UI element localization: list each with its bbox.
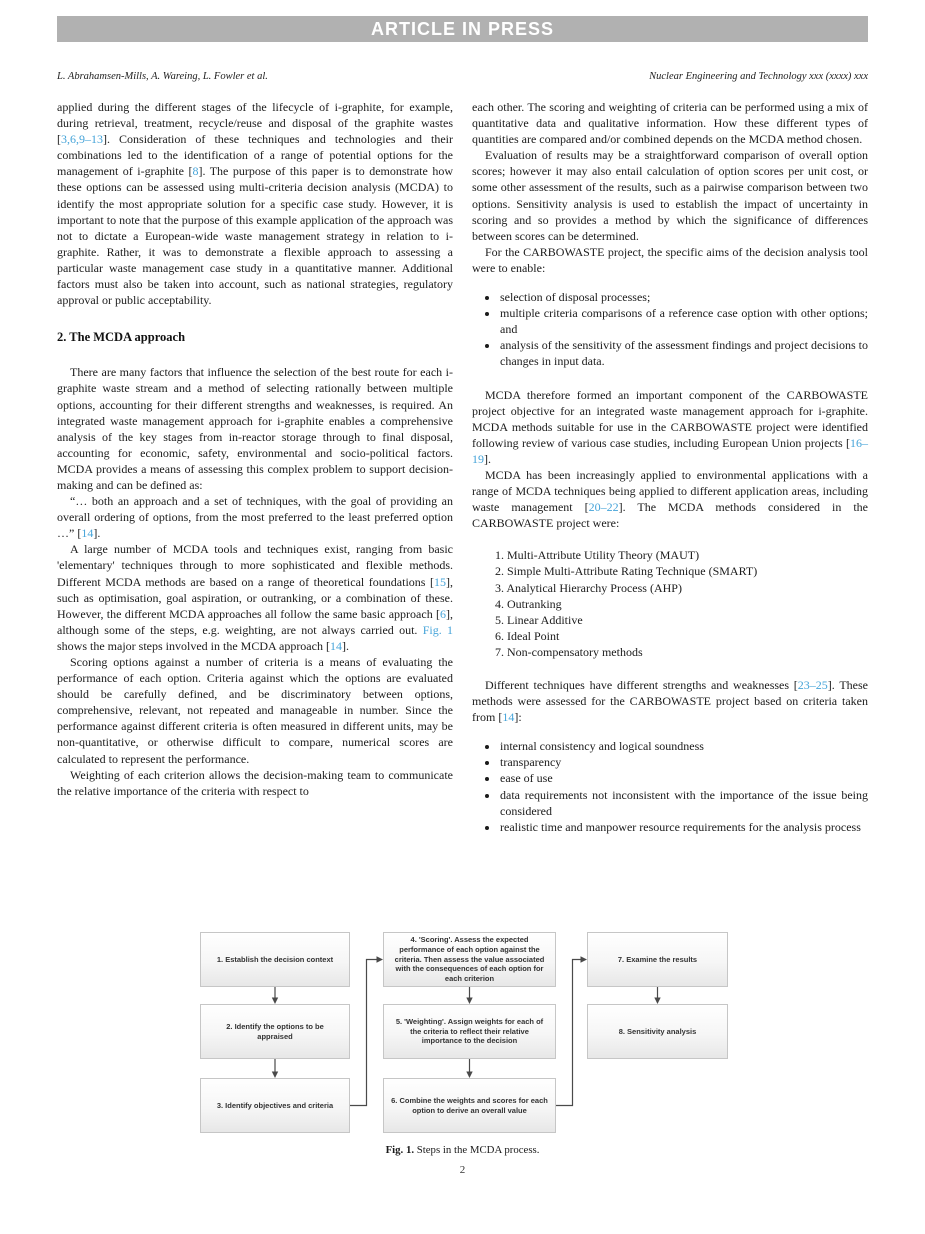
text-run: ]. <box>484 451 491 466</box>
running-header <box>57 71 868 82</box>
list-item: • internal consistency and logical soundness <box>499 738 868 754</box>
list-item: • selection of disposal processes; <box>499 289 868 305</box>
figure-caption-label: Fig. 1. <box>385 1144 415 1156</box>
text-run: ]: <box>514 710 522 725</box>
citation-link[interactable]: 6 <box>440 606 446 621</box>
list-item: • transparency <box>499 754 868 770</box>
citation-link[interactable]: 16–19 <box>472 435 868 466</box>
text-run: ]. The MCDA methods considered in the CARBOWASTE project were: <box>472 500 869 531</box>
list-item: Multi-Attribute Utility Theory (MAUT) <box>507 548 700 563</box>
text-run: ], such as optimisation, goal aspiration, or outranking, or a combination of these. However, the different MCDA approaches all follow the same basic approach [ <box>57 574 453 621</box>
text-run: Different techniques have different strengths and weaknesses [ <box>485 678 798 692</box>
aims-bullet-list <box>472 289 868 369</box>
left-column <box>57 99 453 799</box>
paragraph: For the CARBOWASTE project, the specific aims of the decision analysis tool were to enable: <box>472 244 868 275</box>
citation-link[interactable]: Fig. 1 <box>422 622 453 637</box>
citation-link[interactable]: 23–25 <box>797 678 828 692</box>
list-item: Outranking <box>507 596 562 611</box>
text-run: ]. <box>341 638 349 653</box>
flow-step-8: 8. Sensitivity analysis <box>587 1004 728 1059</box>
list-item: • analysis of the sensitivity of the assessment findings and project decisions to changes in input data. <box>499 337 868 369</box>
figure-caption-text: Steps in the MCDA process. <box>414 1144 540 1156</box>
paragraph: Evaluation of results may be a straightforward comparison of overall option scores; however it may also entail calculation of option scores per unit cost, or some other assessment of the results, such as a pairwise comparison between two options. Sensitivity analysis is used to establish the impact of uncertainty in scoring and so provides a method by which the significance of differences between scores can be determined. <box>472 148 868 243</box>
flow-step-3: 3. Identify objectives and criteria <box>200 1078 350 1133</box>
paragraph: Weighting of each criterion allows the decision-making team to communicate the relative importance of the criteria with respect to <box>57 767 453 798</box>
text-run: MCDA therefore formed an important component of the CARBOWASTE project objective for an integrated waste management approach for i-graphite. MCDA methods suitable for use in the CARBOWASTE project were identified following review of various case studies, including European Union projects [ <box>472 387 868 450</box>
list-item: Non-compensatory methods <box>507 644 643 659</box>
text-run: ]. <box>93 526 101 541</box>
flow-step-6: 6. Combine the weights and scores for each option to derive an overall value <box>383 1078 556 1133</box>
paragraph: There are many factors that influence the selection of the best route for each i-graphite waste stream and a method of selecting rationally between multiple options, accounting for their different strengths and weaknesses, is required. An integrated waste management approach for i-graphite enables a comprehensive analysis of the key stages from in-reactor storage through to final disposal, accounting for economic, safety, environmental and socio-political factors. MCDA provides a means of assessing this complex problem to support decision-making and can be defined as: <box>57 365 453 492</box>
flow-step-2: 2. Identify the options to be appraised <box>200 1004 350 1059</box>
citation-link[interactable]: 14 <box>329 638 342 653</box>
citation-link[interactable]: 14 <box>81 526 94 541</box>
text-run: ]. These methods were assessed for the CARBOWASTE project based on criteria taken from [ <box>472 678 868 725</box>
paragraph <box>57 99 453 308</box>
citation-link[interactable]: 3,6,9–13 <box>61 132 103 147</box>
list-item: Simple Multi-Attribute Rating Technique (SMART) <box>507 564 758 579</box>
list-item: • realistic time and manpower resource requirements for the analysis process <box>499 819 868 835</box>
text-run: A large number of MCDA tools and techniques exist, ranging from basic 'elementary' techniques through to more sophisticated and flexible methods. Different MCDA methods are based on a range of theoretical foundations [ <box>57 542 453 589</box>
paragraph: Scoring options against a number of criteria is a means of evaluating the performance of each option. Criteria against which the options are evaluated should be carefully defined, and be discriminatory between options, comprehensive, relevant, not repeated and manageable in number. Since the performance against different criteria is often measured in different units, may be non-quantitative, or otherwise difficult to compare, numerical scores are calculated to represent the performance. <box>57 655 453 766</box>
list-item: Linear Additive <box>507 612 583 627</box>
citation-link[interactable]: 20–22 <box>588 500 619 515</box>
list-item: • ease of use <box>499 770 868 786</box>
page-number: 2 <box>459 1164 466 1176</box>
banner-text: ARTICLE IN PRESS <box>370 18 555 39</box>
list-item: • data requirements not inconsistent with the importance of the issue being considered <box>499 787 868 819</box>
section-heading: 2. The MCDA approach <box>57 330 186 345</box>
paragraph <box>472 467 868 531</box>
text-run: “… both an approach and a set of techniques, with the goal of providing an overall ordering of options, from the most preferred to the least preferred option …” [ <box>57 494 453 541</box>
right-column <box>472 99 868 852</box>
criteria-bullet-list <box>472 738 868 835</box>
figure-caption <box>0 1144 925 1156</box>
citation-link[interactable]: 15 <box>434 574 446 589</box>
article-in-press-banner <box>57 16 868 42</box>
citation-link[interactable]: 8 <box>192 164 199 179</box>
paragraph <box>472 677 868 725</box>
mcda-methods-list <box>472 547 868 660</box>
flow-step-5: 5. 'Weighting'. Assign weights for each of the criteria to reflect their relative importance to the decision <box>383 1004 556 1059</box>
flow-step-7: 7. Examine the results <box>587 932 728 987</box>
list-item: Analytical Hierarchy Process (AHP) <box>506 580 682 595</box>
authors-line: L. Abrahamsen-Mills, A. Wareing, L. Fowler et al. <box>57 71 268 82</box>
flow-step-1: 1. Establish the decision context <box>200 932 350 987</box>
text-run: ]. Consideration of these techniques and technologies and their combinations led to the identification of a range of potential options for the management of i-graphite [ <box>57 132 453 179</box>
quote-paragraph <box>57 493 453 541</box>
text-run: shows the major steps involved in the MCDA approach [ <box>57 638 330 653</box>
paragraph <box>472 387 868 467</box>
figure-1-flowchart <box>190 929 735 1139</box>
journal-line: Nuclear Engineering and Technology xxx (xxxx) xxx <box>649 71 868 82</box>
paragraph: each other. The scoring and weighting of criteria can be performed using a mix of quantitative data and qualitative information. How these different types of quantities are compared and/or combined depends on the MCDA method chosen. <box>472 100 868 147</box>
list-item: Ideal Point <box>507 628 560 643</box>
list-item: • multiple criteria comparisons of a reference case option with other options; and <box>499 305 868 337</box>
flow-step-4: 4. 'Scoring'. Assess the expected performance of each option against the criteria. Then assess the value associated with the consequences of each option for each criterion <box>383 932 556 987</box>
text-run: ], although some of the steps, e.g. weighting, are not always carried out. <box>57 606 453 637</box>
citation-link[interactable]: 14 <box>502 710 515 725</box>
text-run: MCDA has been increasingly applied to environmental applications with a range of MCDA techniques being applied to different application areas, including waste management [ <box>472 467 868 515</box>
paragraph <box>57 541 453 654</box>
text-run: ]. The purpose of this paper is to demonstrate how these options can be assessed using multi-criteria decision analysis (MCDA) to identify the most appropriate solution for a specific case study. However, it is important to note that the purpose of this example application of the approach was not to dictate a European-wide waste management strategy in relation to i-graphite. Rather, it was to demonstrate a flexible approach to assessing a particular waste management case study in a quantitative manner. Additional factors must also be taken into account, such as national strategies, regulatory approval or public acceptability. <box>57 164 454 308</box>
text-run: applied during the different stages of the lifecycle of i-graphite, for example, during retrieval, treatment, recycle/reuse and disposal of the graphite wastes [ <box>57 100 453 147</box>
